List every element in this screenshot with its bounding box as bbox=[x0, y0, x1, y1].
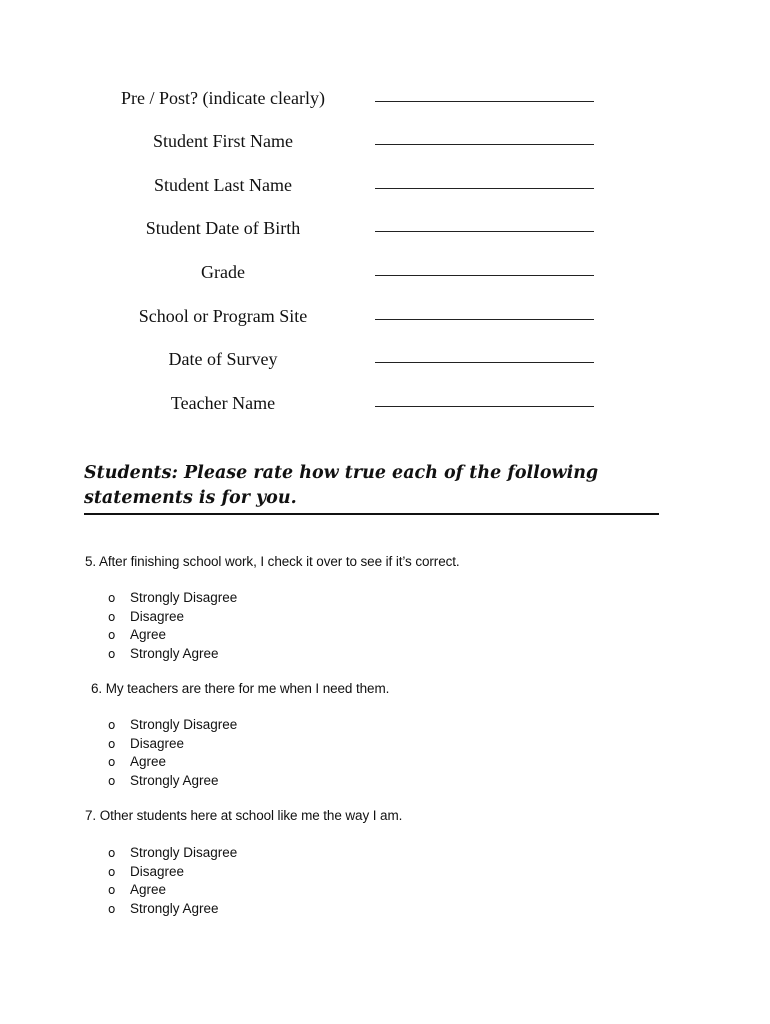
field-label: Student Last Name bbox=[154, 175, 292, 195]
blank-line[interactable] bbox=[375, 275, 594, 276]
radio-circle-icon[interactable]: o bbox=[108, 609, 116, 624]
radio-circle-icon[interactable]: o bbox=[108, 591, 116, 605]
option-label: Disagree bbox=[130, 735, 185, 751]
question-6-text: 6. My teachers are there for me when I need them. bbox=[91, 681, 390, 696]
option-label: Strongly Disagree bbox=[130, 590, 238, 605]
radio-circle-icon[interactable]: o bbox=[108, 755, 116, 769]
blank-line[interactable] bbox=[375, 144, 594, 145]
form-field-school-site bbox=[0, 304, 770, 328]
radio-circle-icon[interactable]: o bbox=[108, 883, 116, 897]
option-label: Agree bbox=[130, 882, 167, 897]
option-disagree[interactable] bbox=[108, 863, 237, 882]
blank-line[interactable] bbox=[375, 406, 594, 407]
field-label: Student First Name bbox=[153, 131, 293, 151]
form-field-pre-post bbox=[0, 86, 770, 110]
field-label: Student Date of Birth bbox=[145, 218, 301, 238]
form-field-date-of-survey bbox=[0, 347, 770, 371]
option-strongly-disagree[interactable] bbox=[108, 844, 237, 863]
blank-line[interactable] bbox=[375, 319, 594, 320]
option-strongly-agree[interactable] bbox=[108, 900, 237, 919]
option-label: Strongly Agree bbox=[130, 645, 219, 661]
instructions-heading: Students: Please rate how true each of the following statements is for you. bbox=[84, 463, 599, 508]
blank-line[interactable] bbox=[375, 101, 594, 102]
form-field-teacher-name bbox=[0, 391, 770, 415]
option-label: Strongly Disagree bbox=[130, 717, 238, 732]
question-5-options bbox=[108, 589, 237, 663]
form-field-last-name bbox=[0, 173, 770, 197]
option-strongly-disagree[interactable] bbox=[108, 716, 237, 735]
option-strongly-agree[interactable] bbox=[108, 772, 237, 791]
question-7-text: 7. Other students here at school like me the way I am. bbox=[85, 808, 403, 823]
blank-line[interactable] bbox=[375, 362, 594, 363]
radio-circle-icon[interactable]: o bbox=[108, 864, 116, 879]
form-field-grade bbox=[0, 260, 770, 284]
option-strongly-agree[interactable] bbox=[108, 645, 237, 664]
option-agree[interactable] bbox=[108, 626, 237, 645]
option-disagree[interactable] bbox=[108, 608, 237, 627]
option-agree[interactable] bbox=[108, 881, 237, 900]
option-label: Strongly Agree bbox=[130, 900, 219, 916]
option-agree[interactable] bbox=[108, 753, 237, 772]
option-label: Strongly Agree bbox=[130, 772, 219, 788]
option-strongly-disagree[interactable] bbox=[108, 589, 237, 608]
field-label: Grade bbox=[201, 262, 245, 282]
radio-circle-icon[interactable]: o bbox=[108, 773, 116, 788]
radio-circle-icon[interactable]: o bbox=[108, 628, 116, 642]
field-label: Date of Survey bbox=[168, 349, 278, 369]
option-label: Agree bbox=[130, 754, 167, 769]
option-label: Disagree bbox=[130, 608, 185, 624]
field-label: Teacher Name bbox=[170, 393, 276, 413]
radio-circle-icon[interactable]: o bbox=[108, 736, 116, 751]
option-label: Agree bbox=[130, 627, 167, 642]
radio-circle-icon[interactable]: o bbox=[108, 901, 116, 916]
option-disagree[interactable] bbox=[108, 735, 237, 754]
radio-circle-icon[interactable]: o bbox=[108, 646, 116, 661]
blank-line[interactable] bbox=[375, 231, 594, 232]
radio-circle-icon[interactable]: o bbox=[108, 718, 116, 732]
question-6-options bbox=[108, 716, 237, 790]
question-7-options bbox=[108, 844, 237, 918]
field-label: School or Program Site bbox=[138, 306, 308, 326]
field-label: Pre / Post? (indicate clearly) bbox=[121, 88, 325, 108]
form-field-first-name bbox=[0, 129, 770, 153]
option-label: Disagree bbox=[130, 863, 185, 879]
blank-line[interactable] bbox=[375, 188, 594, 189]
option-label: Strongly Disagree bbox=[130, 845, 238, 860]
heading-divider bbox=[84, 513, 659, 515]
form-field-date-of-birth bbox=[0, 216, 770, 240]
question-5-text: 5. After finishing school work, I check it over to see if it’s correct. bbox=[85, 554, 460, 569]
radio-circle-icon[interactable]: o bbox=[108, 846, 116, 860]
